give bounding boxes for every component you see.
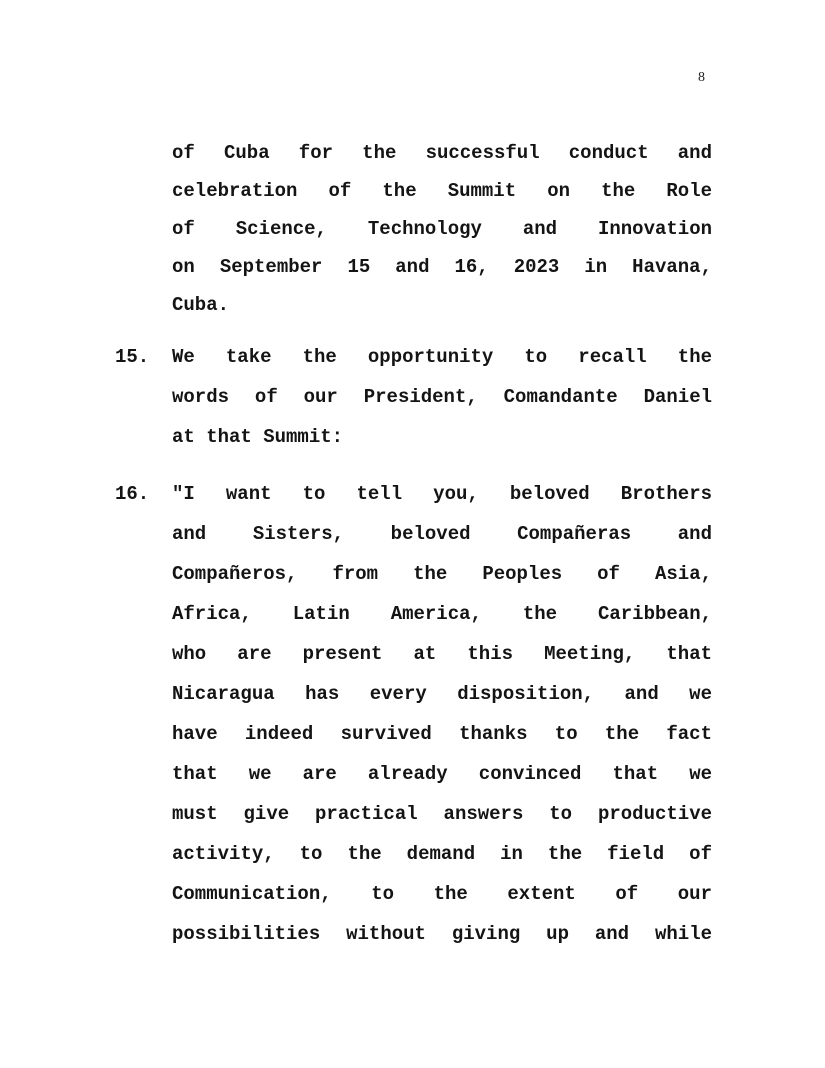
paragraph-line: Nicaragua has every disposition, and we	[172, 683, 712, 705]
paragraph-line: words of our President, Comandante Daniel	[172, 386, 712, 408]
paragraph-line: Compañeros, from the Peoples of Asia,	[172, 563, 712, 585]
paragraph-line: at that Summit:	[172, 426, 344, 448]
paragraph-line: must give practical answers to productive	[172, 803, 712, 825]
paragraph-line: We take the opportunity to recall the	[172, 346, 712, 368]
paragraph-line: "I want to tell you, beloved Brothers	[172, 483, 712, 505]
paragraph-line: Africa, Latin America, the Caribbean,	[172, 603, 712, 625]
paragraph-line: and Sisters, beloved Compañeras and	[172, 523, 712, 545]
paragraph-line: Communication, to the extent of our	[172, 883, 712, 905]
item-number: 16.	[115, 483, 150, 505]
paragraph-line: of Science, Technology and Innovation	[172, 218, 712, 240]
paragraph-line: possibilities without giving up and while	[172, 923, 712, 945]
paragraph-line: who are present at this Meeting, that	[172, 643, 712, 665]
paragraph-line: activity, to the demand in the field of	[172, 843, 712, 865]
paragraph-line: have indeed survived thanks to the fact	[172, 723, 712, 745]
paragraph-line: on September 15 and 16, 2023 in Havana,	[172, 256, 712, 278]
page-number: 8	[698, 70, 705, 85]
paragraph-line: that we are already convinced that we	[172, 763, 712, 785]
paragraph-line: of Cuba for the successful conduct and	[172, 142, 712, 164]
paragraph-line: celebration of the Summit on the Role	[172, 180, 712, 202]
paragraph-line: Cuba.	[172, 294, 230, 316]
item-number: 15.	[115, 346, 150, 368]
